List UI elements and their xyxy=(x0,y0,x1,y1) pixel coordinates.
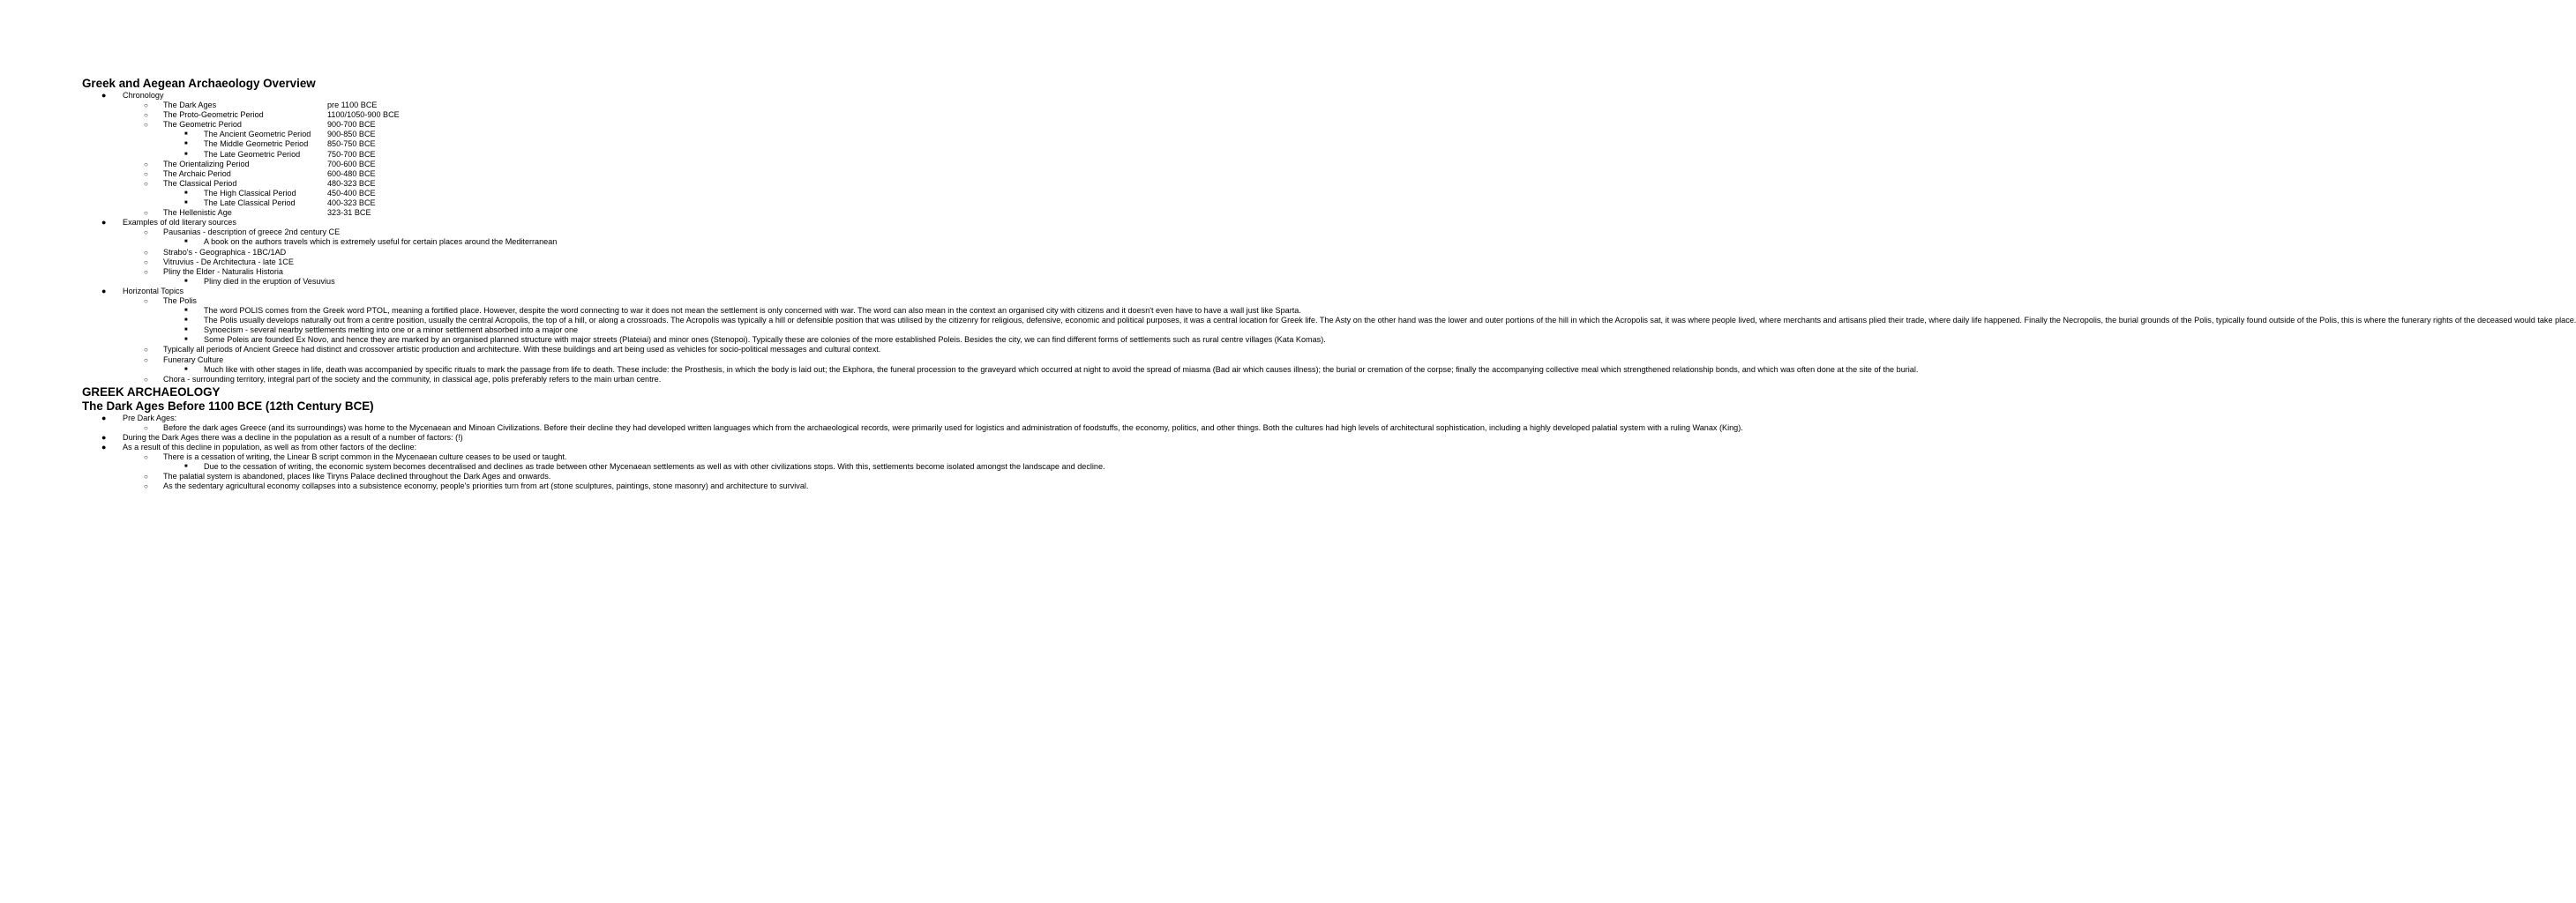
bullet-icon: ■ xyxy=(184,327,188,333)
list-item-text: A book on the authors travels which is extremely useful for certain places around the Mediterranean xyxy=(204,237,558,247)
period-date: 450-400 BCE xyxy=(327,188,376,198)
nested-list xyxy=(163,237,598,247)
list-item xyxy=(123,169,598,179)
list-item-text: The word POLIS comes from the Greek word PTOL, meaning a fortified place. However, despite the word connecting to war it does not mean the settlement is only concerned with war. The word can also mean in the context an organised city with citizens and it doesn't even have to have a wall just like Sparta. xyxy=(204,306,1301,316)
bullet-icon: ○ xyxy=(144,453,148,462)
list-item xyxy=(123,179,598,208)
bullet-icon: ○ xyxy=(144,346,148,354)
bullet-icon: ○ xyxy=(144,482,148,491)
bullet-icon: ○ xyxy=(144,423,148,432)
list-item-text: Much like with other stages in life, death was accompanied by specific rituals to mark the passage from life to death. These include: the Prosthesis, in which the body is laid out; the Ekphora, the funeral procession to the graveyard which occurred at night to avoid the spread of miasma (Bad air which causes illness); the burial or cremation of the corpse; finally the accompanying collective meal which strengthened relationship bonds, and which was often done at the site of the burial. xyxy=(204,364,1919,374)
list-item-text: The Dark Ages xyxy=(163,101,217,110)
list-item-text: Synoecism - several nearby settlements melting into one or a minor settlement absorbed into a major one xyxy=(204,325,579,335)
bullet-icon: ■ xyxy=(184,278,188,284)
list-item-text: Due to the cessation of writing, the economic system becomes decentralised and declines as trade between other Mycenaean settlements as well as with other civilizations stops. With this, settlements become isolated amongst the landscape and decline. xyxy=(204,462,1105,472)
bullet-icon: ○ xyxy=(144,267,148,276)
list-item xyxy=(123,257,598,267)
list-item-text: Chora - surrounding territory, integral part of the society and the community, in classical age, polis preferably refers to the main urban centre. xyxy=(163,374,662,384)
list-item xyxy=(123,160,598,169)
list-item-text: The High Classical Period xyxy=(204,188,296,198)
list-item-text: The Archaic Period xyxy=(163,168,231,178)
period-date: 400-323 BCE xyxy=(327,198,376,208)
bullet-icon: ● xyxy=(101,218,107,228)
list-item xyxy=(163,364,1919,375)
list-item xyxy=(123,354,1919,375)
bullet-icon: ■ xyxy=(184,200,188,206)
nested-list xyxy=(123,228,598,287)
overview-outline xyxy=(82,91,2576,384)
list-item-text: Examples of old literary sources xyxy=(123,218,236,228)
list-item xyxy=(123,452,1105,472)
list-item-text: Before the dark ages Greece (and its surroundings) was home to the Mycenaean and Minoan Civilizations. Before their decline they had developed written languages which from the archaeological records, were primarily used for logistics and administration of foodstuffs, the economy, politics, and other things. Both the cultures had high levels of architectural sophistication, including a highly developed palatial system with a ruling Wanax (King). xyxy=(163,422,1743,432)
list-item-text: The Polis xyxy=(163,295,197,305)
period-date: 900-700 BCE xyxy=(327,120,376,130)
list-item-text: As a result of this decline in population, as well as from other factors of the decline: xyxy=(123,443,417,452)
bullet-icon: ■ xyxy=(184,337,188,343)
list-item-text: Pliny the Elder - Naturalis Historia xyxy=(163,266,283,276)
list-item xyxy=(163,139,598,149)
list-item-text: Some Poleis are founded Ex Novo, and hence they are marked by an organised planned structure with major streets (Plateiai) and minor ones (Stenopoi). Typically these are colonies of the more established Poleis. Besides the city, we can find different forms of settlements such as rural centre villages (Kata Komas). xyxy=(204,335,1326,345)
list-item-text: The Proto-Geometric Period xyxy=(163,110,264,120)
bullet-icon: ■ xyxy=(184,131,188,138)
list-item-text: The Geometric Period xyxy=(163,120,242,130)
document-title: Greek and Aegean Archaeology Overview xyxy=(82,77,316,90)
list-item xyxy=(123,110,598,120)
bullet-icon: ○ xyxy=(144,248,148,257)
bullet-icon: ○ xyxy=(144,101,148,110)
list-item-text: Pliny died in the eruption of Vesuvius xyxy=(204,276,335,286)
list-item xyxy=(163,150,598,160)
nested-list xyxy=(163,364,1919,375)
list-item xyxy=(163,198,598,208)
section-subheading: The Dark Ages Before 1100 BCE (12th Century BCE) xyxy=(82,399,374,413)
list-item-text: Funerary Culture xyxy=(163,354,224,364)
dark-ages-outline xyxy=(82,413,1743,492)
list-item-text: The Ancient Geometric Period xyxy=(204,130,311,139)
bullet-icon: ○ xyxy=(144,179,148,188)
list-item xyxy=(163,335,1326,345)
bullet-icon: ● xyxy=(101,91,107,100)
period-date: 480-323 BCE xyxy=(327,178,376,188)
list-item-text: During the Dark Ages there was a decline in the population as a result of a number of factors: (!) xyxy=(123,433,463,442)
bullet-icon: ■ xyxy=(184,366,188,372)
list-item xyxy=(82,286,2576,384)
bullet-icon: ■ xyxy=(184,190,188,196)
nested-list xyxy=(163,189,598,208)
list-item xyxy=(123,295,2576,345)
nested-list xyxy=(123,101,598,218)
list-item xyxy=(123,345,881,354)
list-item-text: The Hellenistic Age xyxy=(163,208,232,218)
list-item xyxy=(82,433,598,443)
list-item-text: Strabo's - Geographica - 1BC/1AD xyxy=(163,247,287,257)
period-date: 700-600 BCE xyxy=(327,159,376,168)
list-item xyxy=(123,248,598,257)
list-item xyxy=(123,228,598,247)
bullet-icon: ● xyxy=(101,413,107,422)
list-item-text: The Classical Period xyxy=(163,178,237,188)
list-item xyxy=(123,472,598,481)
list-item xyxy=(163,277,598,287)
bullet-icon: ■ xyxy=(184,308,188,314)
bullet-icon: ○ xyxy=(144,169,148,178)
bullet-icon: ● xyxy=(101,443,107,452)
period-date: pre 1100 BCE xyxy=(327,101,378,110)
bullet-icon: ■ xyxy=(184,151,188,157)
document-page xyxy=(82,77,2576,492)
bullet-icon: ○ xyxy=(144,296,148,305)
bullet-icon: ○ xyxy=(144,160,148,168)
list-item-text: Pre Dark Ages: xyxy=(123,413,177,422)
list-item-text: The Late Classical Period xyxy=(204,198,296,208)
list-item xyxy=(163,316,2576,325)
bullet-icon: ○ xyxy=(144,257,148,266)
bullet-icon: ■ xyxy=(184,464,188,470)
list-item xyxy=(123,267,598,287)
bullet-icon: ○ xyxy=(144,209,148,218)
bullet-icon: ■ xyxy=(184,141,188,147)
list-item xyxy=(163,189,598,198)
list-item-text: The Polis usually develops naturally out from a centre position, usually the central Acropolis, the top of a hill, or along a crossroads. The Acropolis was typically a hill or defensible position that was utilised by the citizenry for religious, defensive, economic and political purposes, it was a central location for Greek life. The Asty on the other hand was the lower and outer portions of the hill in which the Acropolis sat, it was where people lived, where merchants and artisans plied their trade, where daily life happened. Finally the Necropolis, the burial grounds of the Polis, typically found outside of the Polis, this is where the funerary rights of the deceased would take place. xyxy=(204,316,2576,325)
list-item xyxy=(123,101,598,110)
list-item-text: Chronology xyxy=(123,91,164,100)
bullet-icon: ● xyxy=(101,286,107,295)
list-item xyxy=(163,325,598,335)
bullet-icon: ○ xyxy=(144,355,148,364)
list-item-text: Horizontal Topics xyxy=(123,286,184,295)
list-item xyxy=(82,413,1743,433)
section-heading: GREEK ARCHAEOLOGY xyxy=(82,384,221,399)
period-date: 900-850 BCE xyxy=(327,130,376,139)
list-item xyxy=(123,422,1743,433)
list-item-text: Pausanias - description of greece 2nd century CE xyxy=(163,228,341,237)
list-item-text: Typically all periods of Ancient Greece had distinct and crossover artistic production and architecture. With these buildings and art being used as vehicles for socio-political messages and cultural context. xyxy=(163,345,881,354)
period-date: 600-480 BCE xyxy=(327,168,376,178)
list-item-text: As the sedentary agricultural economy collapses into a subsistence economy, people's priorities turn from art (stone sculptures, paintings, stone masonry) and architecture to survival. xyxy=(163,481,809,491)
nested-list xyxy=(163,277,598,287)
list-item xyxy=(82,91,598,218)
list-item xyxy=(82,443,1105,491)
list-item-text: The palatial system is abandoned, places like Tiryns Palace declined throughout the Dark Ages and onwards. xyxy=(163,472,551,481)
list-item xyxy=(163,130,598,139)
list-item xyxy=(123,120,598,159)
period-date: 750-700 BCE xyxy=(327,149,376,159)
list-item xyxy=(82,218,598,287)
list-item-text: Vitruvius - De Architectura - late 1CE xyxy=(163,257,294,266)
nested-list xyxy=(163,462,1105,472)
list-item-text: There is a cessation of writing, the Linear B script common in the Mycenaean culture ceases to be used or taught. xyxy=(163,452,567,462)
nested-list xyxy=(123,422,1743,433)
list-item xyxy=(163,306,1301,316)
nested-list xyxy=(163,130,598,159)
period-date: 1100/1050-900 BCE xyxy=(327,110,400,120)
period-date: 850-750 BCE xyxy=(327,139,376,149)
list-item xyxy=(163,462,1105,472)
list-item-text: The Orientalizing Period xyxy=(163,159,250,168)
list-item xyxy=(123,208,598,218)
bullet-icon: ■ xyxy=(184,239,188,245)
period-date: 323-31 BCE xyxy=(327,208,371,218)
bullet-icon: ○ xyxy=(144,228,148,237)
bullet-icon: ○ xyxy=(144,473,148,481)
list-item xyxy=(123,481,809,491)
list-item-text: The Late Geometric Period xyxy=(204,149,301,159)
nested-list xyxy=(163,306,2576,345)
bullet-icon: ○ xyxy=(144,375,148,384)
nested-list xyxy=(123,452,1105,491)
bullet-icon: ○ xyxy=(144,121,148,130)
list-item xyxy=(123,374,662,384)
bullet-icon: ○ xyxy=(144,111,148,120)
bullet-icon: ■ xyxy=(184,317,188,324)
list-item-text: The Middle Geometric Period xyxy=(204,139,309,149)
bullet-icon: ● xyxy=(101,433,107,442)
nested-list xyxy=(123,295,2576,384)
list-item xyxy=(163,237,598,247)
